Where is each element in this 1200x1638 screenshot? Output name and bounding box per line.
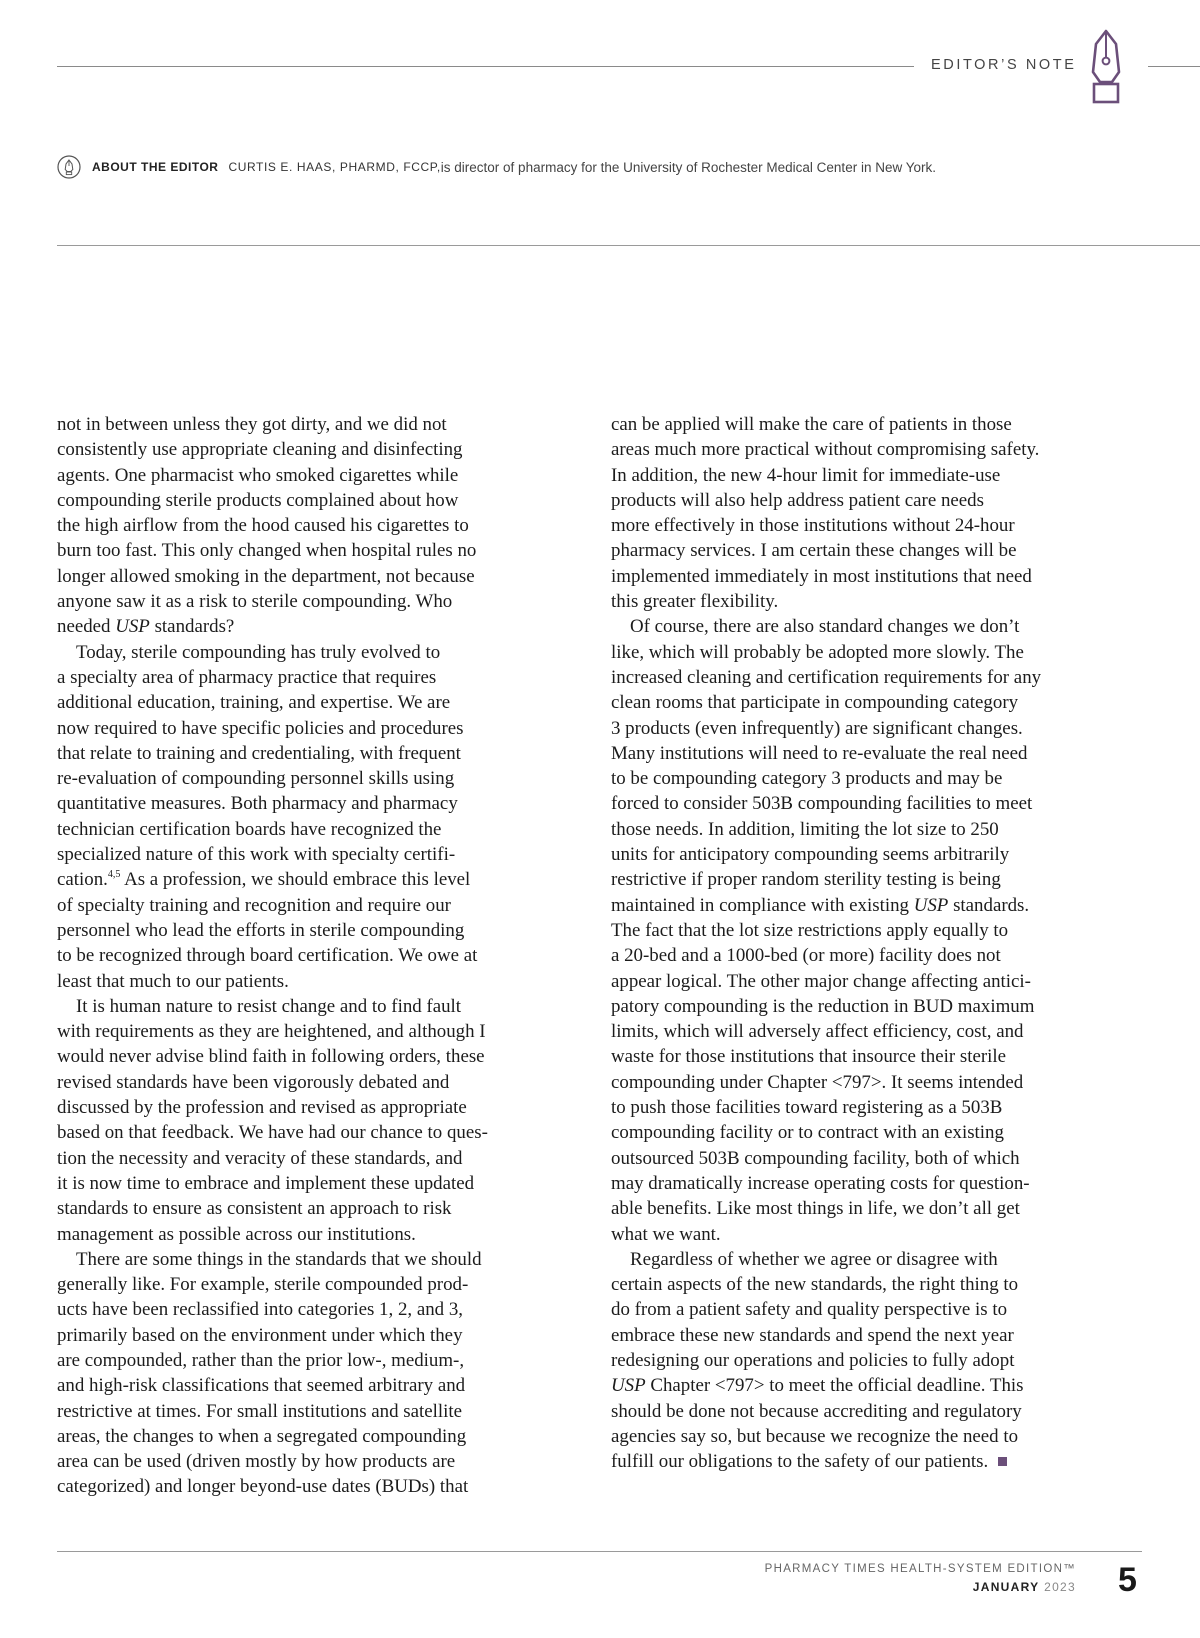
- text-line: 3 products (even infrequently) are significant changes.: [611, 717, 1023, 739]
- text-line: management as possible across our institutions.: [57, 1223, 416, 1245]
- text-line: to be recognized through board certification. We owe at: [57, 945, 478, 967]
- text-line: revised standards have been vigorously debated and: [57, 1071, 450, 1093]
- issue-date: [973, 1580, 1076, 1594]
- text-line: [57, 867, 592, 892]
- editor-description: is director of pharmacy for the University of Rochester Medical Center in New York.: [440, 159, 936, 175]
- text-segment: Chapter <797> to meet the official deadline. This: [645, 1375, 1024, 1397]
- text-line: generally like. For example, sterile compounded prod-: [57, 1274, 469, 1296]
- issue-month: JANUARY: [972, 1580, 1040, 1594]
- text-line: consistently use appropriate cleaning and disinfecting: [57, 439, 463, 461]
- text-line: those needs. In addition, limiting the lot size to 250: [611, 818, 999, 840]
- text-line: burn too fast. This only changed when hospital rules no: [57, 540, 477, 562]
- editor-name: CURTIS E. HAAS, PHARMD, FCCP,: [228, 160, 441, 174]
- text-line: like, which will probably be adopted more slowly. The: [611, 641, 1024, 663]
- end-of-article-mark: [998, 1457, 1007, 1466]
- text-line: increased cleaning and certification requirements for any: [611, 666, 1042, 688]
- text-line: agencies say so, but because we recognize the need to: [611, 1425, 1019, 1447]
- text-line: longer allowed smoking in the department, not because: [57, 565, 475, 587]
- usp-italic: USP: [611, 1375, 646, 1397]
- text-line: of specialty training and recognition and require our: [57, 894, 451, 916]
- text-segment: maintained in compliance with existing: [611, 894, 914, 916]
- text-line: implemented immediately in most institutions that need: [611, 565, 1032, 587]
- text-line: primarily based on the environment under which they: [57, 1324, 463, 1346]
- text-line: categorized) and longer beyond-use dates (BUDs) that: [57, 1476, 469, 1498]
- issue-year: 2023: [1044, 1580, 1076, 1594]
- text-segment: As a profession, we should embrace this level: [120, 869, 471, 891]
- text-line: specialized nature of this work with specialty certifi-: [57, 844, 456, 866]
- section-label: EDITOR’S NOTE: [931, 57, 1077, 73]
- about-editor: [57, 154, 936, 180]
- text-line: able benefits. Like most things in life, we don’t all get: [611, 1198, 1020, 1220]
- article-column-left: [57, 412, 592, 1500]
- text-line: to be compounding category 3 products and may be: [611, 768, 1003, 790]
- text-line: least that much to our patients.: [57, 970, 289, 992]
- text-line: areas much more practical without compromising safety.: [611, 439, 1040, 461]
- text-line: [57, 614, 592, 639]
- text-line: ucts have been reclassified into categories 1, 2, and 3,: [57, 1299, 464, 1321]
- text-segment: cation.: [57, 869, 108, 891]
- text-line: would never advise blind faith in following orders, these: [57, 1046, 485, 1068]
- pen-badge-icon: [57, 155, 81, 179]
- paragraph-start: Regardless of whether we agree or disagree with: [630, 1248, 998, 1270]
- text-line: clean rooms that participate in compounding category: [611, 692, 1019, 714]
- text-segment: standards?: [149, 616, 235, 638]
- text-line: anyone saw it as a risk to sterile compounding. Who: [57, 591, 453, 613]
- text-line: a 20-bed and a 1000-bed (or more) facility does not: [611, 945, 1001, 967]
- text-line: redesigning our operations and policies to fully adopt: [611, 1349, 1015, 1371]
- text-line: and high-risk classifications that seemed arbitrary and: [57, 1375, 466, 1397]
- text-line: personnel who lead the efforts in sterile compounding: [57, 919, 465, 941]
- text-line: the high airflow from the hood caused his cigarettes to: [57, 515, 469, 537]
- section-divider: [57, 245, 1200, 246]
- about-label: ABOUT THE EDITOR: [92, 160, 219, 174]
- text-line: forced to consider 503B compounding facilities to meet: [611, 793, 1033, 815]
- text-line: do from a patient safety and quality perspective is to: [611, 1299, 1008, 1321]
- text-line: outsourced 503B compounding facility, both of which: [611, 1147, 1020, 1169]
- text-line: it is now time to embrace and implement these updated: [57, 1172, 475, 1194]
- publication-name: PHARMACY TIMES HEALTH-SYSTEM EDITION™: [764, 1563, 1076, 1575]
- paragraph-start: Of course, there are also standard changes we don’t: [630, 616, 1020, 638]
- header-rule-left: [57, 66, 914, 67]
- text-line: pharmacy services. I am certain these changes will be: [611, 540, 1017, 562]
- text-line: appear logical. The other major change affecting antici-: [611, 970, 1031, 992]
- text-line: are compounded, rather than the prior low-, medium-,: [57, 1349, 465, 1371]
- text-line: patory compounding is the reduction in BUD maximum: [611, 995, 1035, 1017]
- text-segment: fulfill our obligations to the safety of our patients.: [611, 1451, 989, 1473]
- text-line: tion the necessity and veracity of these standards, and: [57, 1147, 463, 1169]
- text-line: agents. One pharmacist who smoked cigarettes while: [57, 464, 459, 486]
- text-line: can be applied will make the care of patients in those: [611, 414, 1012, 435]
- text-line: that relate to training and credentialing, with frequent: [57, 742, 461, 764]
- text-line: certain aspects of the new standards, the right thing to: [611, 1274, 1019, 1296]
- text-line: compounding facility or to contract with an existing: [611, 1122, 1004, 1144]
- paragraph-start: It is human nature to resist change and to find fault: [76, 995, 462, 1017]
- text-line: may dramatically increase operating costs for question-: [611, 1172, 1030, 1194]
- usp-italic: USP: [913, 894, 949, 916]
- text-line: quantitative measures. Both pharmacy and pharmacy: [57, 793, 458, 815]
- text-line: units for anticipatory compounding seems arbitrarily: [611, 844, 1010, 866]
- text-segment: needed: [57, 616, 116, 638]
- text-line: compounding under Chapter <797>. It seems intended: [611, 1071, 1024, 1093]
- text-line: Many institutions will need to re-evaluate the real need: [611, 742, 1028, 764]
- text-line: waste for those institutions that insource their sterile: [611, 1046, 1007, 1068]
- text-line: re-evaluation of compounding personnel skills using: [57, 768, 455, 790]
- text-line: [611, 1449, 1147, 1474]
- text-line: area can be used (driven mostly by how products are: [57, 1451, 456, 1473]
- text-line: based on that feedback. We have had our chance to ques-: [57, 1122, 488, 1144]
- text-line: embrace these new standards and spend the next year: [611, 1324, 1014, 1346]
- article-column-right: [611, 412, 1147, 1474]
- text-line: In addition, the new 4-hour limit for immediate-use: [611, 464, 1001, 486]
- text-line: The fact that the lot size restrictions apply equally to: [611, 919, 1009, 941]
- text-line: not in between unless they got dirty, and we did not: [57, 414, 447, 435]
- text-line: [611, 893, 1147, 918]
- header-rule-right: [1148, 66, 1200, 67]
- text-line: compounding sterile products complained about how: [57, 489, 459, 511]
- page-number: 5: [1118, 1561, 1137, 1599]
- text-line: discussed by the profession and revised as appropriate: [57, 1097, 467, 1119]
- footer-rule: [57, 1551, 1142, 1552]
- text-line: should be done not because accrediting and regulatory: [611, 1400, 1022, 1422]
- text-line: restrictive at times. For small institutions and satellite: [57, 1400, 463, 1422]
- text-line: technician certification boards have recognized the: [57, 818, 442, 840]
- text-line: [611, 1373, 1147, 1398]
- text-line: more effectively in those institutions without 24-hour: [611, 515, 1015, 537]
- usp-italic: USP: [115, 616, 150, 638]
- text-line: additional education, training, and expertise. We are: [57, 692, 451, 714]
- text-line: standards to ensure as consistent an approach to risk: [57, 1198, 452, 1220]
- text-line: with requirements as they are heightened, and although I: [57, 1021, 486, 1043]
- text-line: a specialty area of pharmacy practice that requires: [57, 666, 437, 688]
- text-line: products will also help address patient care needs: [611, 489, 984, 511]
- citation-superscript: 4,5: [107, 869, 121, 881]
- paragraph-start: Today, sterile compounding has truly evolved to: [76, 641, 441, 663]
- text-line: now required to have specific policies and procedures: [57, 717, 464, 739]
- fountain-pen-icon: [1083, 28, 1129, 104]
- text-segment: standards.: [948, 894, 1030, 916]
- text-line: to push those facilities toward registering as a 503B: [611, 1097, 1003, 1119]
- paragraph-start: There are some things in the standards that we should: [76, 1248, 482, 1270]
- text-line: this greater flexibility.: [611, 591, 779, 613]
- text-line: restrictive if proper random sterility testing is being: [611, 869, 1001, 891]
- text-line: what we want.: [611, 1223, 721, 1245]
- text-line: areas, the changes to when a segregated compounding: [57, 1425, 467, 1447]
- text-line: limits, which will adversely affect efficiency, cost, and: [611, 1021, 1024, 1043]
